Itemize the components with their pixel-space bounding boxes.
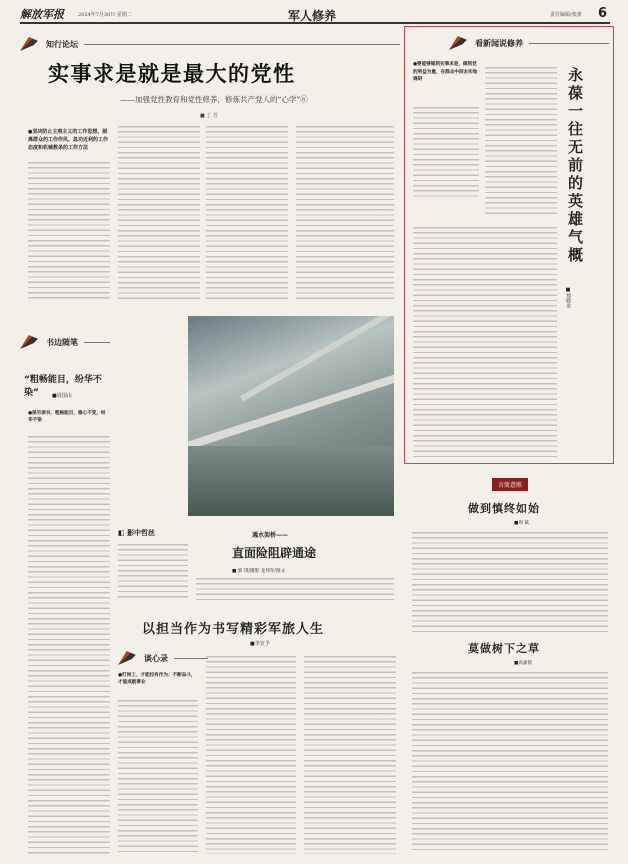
essay-summary: ●打岗工、才能拉有作为；不断奋斗，才能成就事业 [118,673,196,685]
brief-text-1 [412,532,608,636]
sidebar-author: ■郑晓龙 [565,287,571,308]
sidebar-text-b [485,67,557,217]
essay-mark-icon [118,651,140,665]
sidebar-mark-icon [449,36,471,50]
essay-text-col2 [206,656,296,854]
main-summary: ●坚决防止主观主义的工作思想、脱离群众的工作作风、急功近利的工作态度和机械教条的工作方法 [28,129,109,151]
main-text-col2 [118,126,200,300]
issue-date: 2024年7月30日 星期二 [78,12,132,18]
main-text-col1 [28,162,110,300]
brief-text-2 [412,672,608,854]
notes-mark-icon [20,335,42,349]
column-mark-icon [20,37,42,51]
essay-title: 以担当作为书写精彩军旅人生 [142,622,325,637]
brief-title-2: 莫做树下之草 [468,642,540,655]
editor-credit: 责任编辑/张蕾 [550,12,582,18]
notes-text [28,436,110,854]
sidebar-text-c [413,227,557,459]
bridge-photo [188,316,394,516]
essay-text-col1 [118,700,198,854]
column-header-tanxin: 谈心录 [118,648,208,668]
column-header-zhixing: 知行论坛 [20,34,400,54]
photo-label-icon: ◧ [118,528,128,537]
photo-caption-text [118,544,188,600]
photo-text [196,578,394,600]
photo-author: ■ 郭 琪/摄影 龙邦年/图文 [232,569,286,574]
section-title: 军人修养 [288,9,337,23]
page-number: 6 [598,6,608,21]
masthead [20,6,610,24]
brief-banner-label: 言简意赅 [492,478,528,491]
brief-title-1: 做到慎终如始 [468,502,540,515]
main-author: ■ 丁 芳 [200,113,218,119]
column-header-shubian: 书边随笔 [20,332,110,352]
main-headline: 实事求是就是最大的党性 [48,62,296,86]
main-text-col3 [206,126,288,300]
main-text-col4 [296,126,394,300]
sidebar-summary: ●要能够做到实事求是，做到党的利益为重，在群众中间去实地调研 [413,62,478,82]
notes-summary: ●保另读书，粗畅能目，稳心不变，纷华不染 [28,411,106,423]
bridge-deck [188,366,394,454]
sidebar-text-a [413,107,479,197]
photo-label: ◧ 影中哲丝 [118,528,156,537]
notes-author: ■周国山 [52,393,72,399]
sidebar-title: 永葆一往无前的英雄气概 [566,67,584,265]
photo-caption-label: 遇水架桥—— [252,532,289,539]
river [188,446,394,516]
brief-banner [420,472,600,491]
sidebar-header: 看新闻说修养 [449,33,609,53]
notes-title: “粗畅能目，纷华不染” [24,375,102,398]
essay-author: ■李宣予 [250,641,270,647]
essay-text-col3 [304,656,396,854]
brief-author-1: ■周 斌 [514,521,529,526]
paper-logo: 解放军报 [20,8,64,21]
photo-caption-title: 直面险阻辟通途 [232,546,317,560]
brief-author-2: ■高嘉铭 [514,661,533,666]
sidebar-box [404,26,614,464]
main-subtitle: ——加强党性教育和党性修养，修炼共产党人的“心学”⑥ [120,95,308,104]
